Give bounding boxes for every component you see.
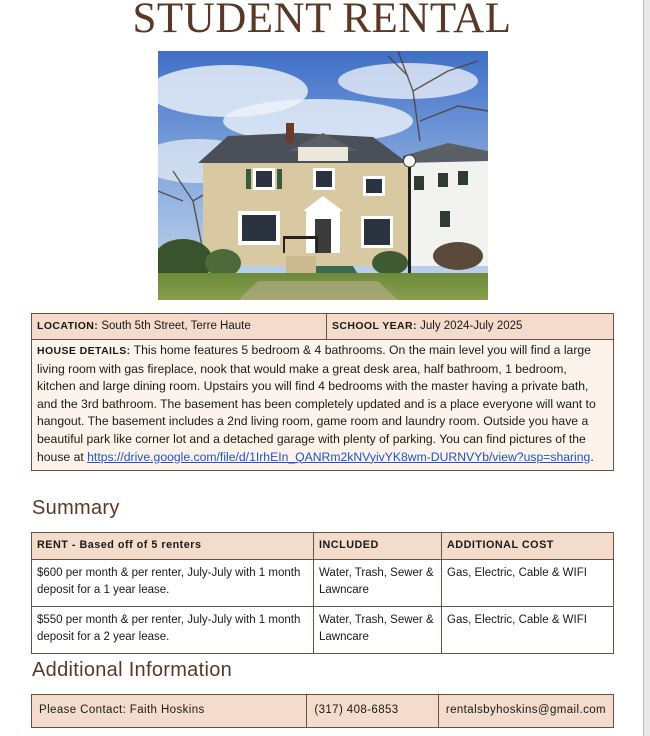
location-value: South 5th Street, Terre Haute — [101, 320, 251, 332]
house-details-table — [31, 340, 614, 471]
house-details-label: HOUSE DETAILS: — [37, 345, 131, 357]
location-table — [31, 313, 614, 340]
additional-cost-cell: Gas, Electric, Cable & WIFI — [442, 606, 614, 653]
table-row — [32, 606, 614, 653]
additional-info-heading: Additional Information — [32, 659, 233, 681]
additional-cost-cell: Gas, Electric, Cable & WIFI — [442, 559, 614, 606]
rent-header: RENT - Based off of 5 renters — [32, 533, 314, 560]
rent-table — [31, 532, 614, 654]
rent-table-header — [32, 533, 614, 560]
summary-heading: Summary — [32, 497, 120, 519]
table-row — [32, 559, 614, 606]
school-year-value: July 2024-July 2025 — [420, 320, 523, 332]
page-edge — [643, 0, 650, 736]
house-details-text: This home features 5 bedroom & 4 bathrooms. On the main level you will find a large living room with gas fireplace, nook that would make a great desk area, half bathroom, 1 bedroom, kitchen and large dining room. Upstairs you will find 4 bedrooms with the master having a private bath, and the 3rd bathroom. The basement has been completely updated and is a place everyone will want to hangout. The basement includes a 2nd living room, game room and laundry room. Outside you have a beautiful park like corner lot and a detached garage with plenty of parking. You can find pictures of the house at — [37, 343, 596, 464]
rent-cell: $600 per month & per renter, July-July with 1 month deposit for a 1 year lease. — [32, 559, 314, 606]
house-photo — [158, 51, 488, 300]
pictures-link[interactable]: https://drive.google.com/file/d/1IrhEIn_QANRm2kNVyivYK8wm-DURNVYb/view?usp=sharing — [87, 449, 591, 464]
contact-name: Please Contact: Faith Hoskins — [32, 695, 307, 728]
house-details-end: . — [590, 449, 594, 464]
location-cell — [32, 314, 327, 340]
included-cell: Water, Trash, Sewer & Lawncare — [314, 606, 442, 653]
included-header: INCLUDED — [314, 533, 442, 560]
house-details-cell — [32, 340, 614, 471]
included-cell: Water, Trash, Sewer & Lawncare — [314, 559, 442, 606]
contact-table — [31, 694, 614, 728]
contact-phone: (317) 408-6853 — [307, 695, 439, 728]
location-label: LOCATION: — [37, 320, 99, 332]
school-year-cell — [327, 314, 614, 340]
additional-cost-header: ADDITIONAL COST — [442, 533, 614, 560]
contact-email: rentalsbyhoskins@gmail.com — [438, 695, 613, 728]
rent-cell: $550 per month & per renter, July-July with 1 month deposit for a 2 year lease. — [32, 606, 314, 653]
school-year-label: SCHOOL YEAR: — [332, 320, 417, 332]
page-title: STUDENT RENTAL — [132, 0, 512, 42]
